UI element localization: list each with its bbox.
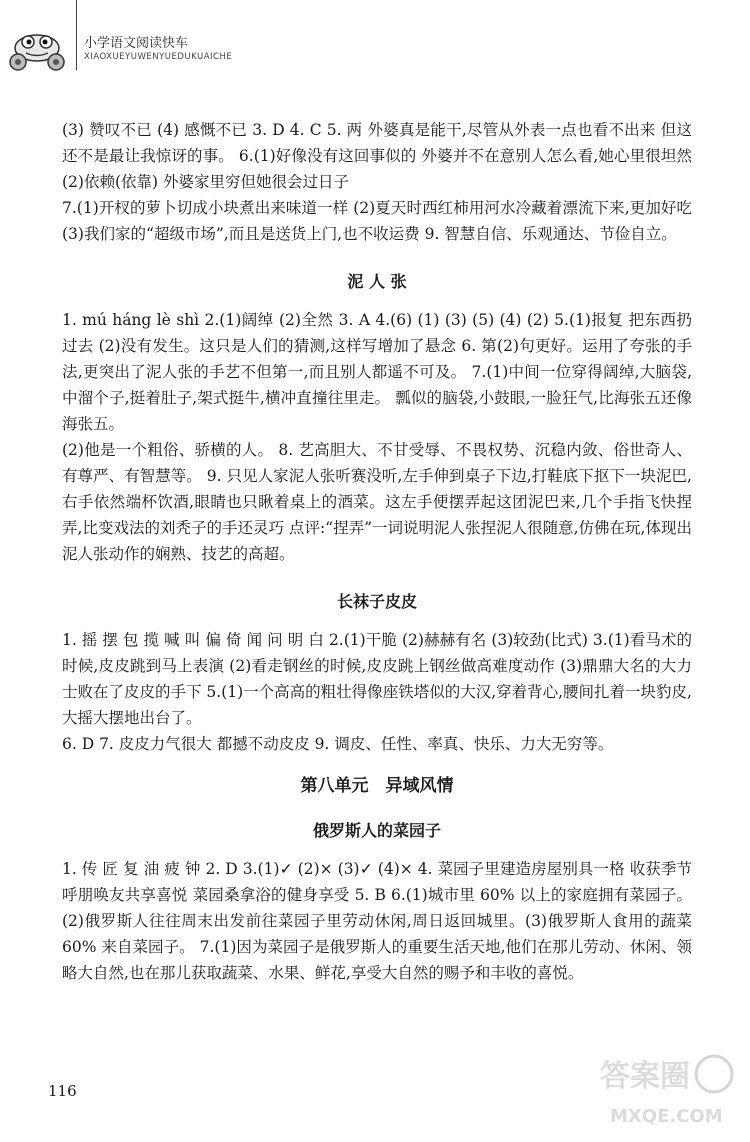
answer-content (62, 117, 692, 986)
page-number: 116 (48, 1082, 77, 1100)
section-title-russian-garden: 俄罗斯人的菜园子 (312, 821, 441, 840)
section-title-pippi: 长袜子皮皮 (336, 592, 417, 611)
answer-paragraph-5: 1. 摇 摆 包 揽 喊 叫 偏 倚 闻 问 明 白 2.(1)干脆 (2)赫赫有名 (3)较劲(比式) 3.(1)看马术的时候,皮皮跳到马上表演 (2)看走钢丝的时候,皮皮跳上钢丝做高难度动作 (3)鼎鼎大名的大力士败在了皮皮的手下 5.(1)一个高高的粗壮得像座铁塔似的大汉,穿着背心,腰间扎着一块豹皮,大摇大摆地出台了。 (62, 631, 692, 727)
watermark-logo (596, 1044, 736, 1134)
book-title-pinyin: XIAOXUEYUWENYUEDUKUAICHE (84, 52, 233, 62)
unit-title: 第八单元 异域风情 (300, 776, 454, 796)
answer-paragraph-6: 6. D 7. 皮皮力气很大 都撼不动皮皮 9. 调皮、任性、率真、快乐、力大无穷等。 (62, 735, 614, 753)
answer-paragraph-4: (2)他是一个粗俗、骄横的人。 8. 艺高胆大、不甘受辱、不畏权势、沉稳内敛、俗世奇人、有尊严、有智慧等。 9. 只见人家泥人张听赛没听,左手伸到桌子下边,打鞋底下抠下一块泥巴,右手依然端杯饮酒,眼睛也只瞅着桌上的酒菜。这左手便摆弄起这团泥巴来,几个手指飞快捏弄,比变戏法的刘秃子的手还灵巧 点评:“捏弄”一词说明泥人张捏泥人很随意,仿佛在玩,体现出泥人张动作的娴熟、技艺的高超。 (62, 441, 692, 563)
book-title: 小学语文阅读快车 (84, 36, 189, 51)
answer-paragraph-2: 7.(1)开杈的萝卜切成小块煮出来味道一样 (2)夏天时西红柿用河水冷藏着漂流下来,更加好吃 (3)我们家的“超级市场”,而且是送货上门,也不收运费 9. 智慧自信、乐观通达、节俭自立。 (62, 199, 692, 243)
section-title-ni-ren-zhang: 泥 人 张 (347, 272, 407, 291)
answer-paragraph-7: 1. 传 匠 复 油 疲 钟 2. D 3.(1)✓ (2)× (3)✓ (4)× 4. 菜园子里建造房屋别具一格 收获季节呼朋唤友共享喜悦 菜园桑拿浴的健身享受 5. B 6.(1)城市里 60% 以上的家庭拥有菜园子。(2)俄罗斯人往往周末出发前往菜园子里劳动休闲,周日返回城里。(3)俄罗斯人食用的蔬菜 60% 来自菜园子。 7.(1)因为菜园子是俄罗斯人的重要生活天地,他们在那儿劳动、休闲、领略大自然,也在那儿获取蔬菜、水果、鲜花,享受大自然的赐予和丰收的喜悦。 (62, 860, 692, 982)
toy-car-logo-icon (6, 20, 68, 72)
svg-text:答案圈: 答案圈 (600, 1059, 690, 1094)
answer-paragraph-3: 1. mú háng lè shì 2.(1)阔绰 (2)全然 3. A 4.(6) (1) (3) (5) (4) (2) 5.(1)报复 把东西扔过去 (2)没有发生。这只是人们的猜测,这样写增加了悬念 6. 第(2)句更好。运用了夸张的手法,更突出了泥人张的手艺不但第一,而且别人都遥不可及。 7.(1)中间一位穿得阔绰,大脑袋,中溜个子,挺着肚子,架式挺牛,横冲直撞往里走。 瓢似的脑袋,小鼓眼,一脸狂气,比海张五还像海张五。 (62, 311, 692, 433)
answer-paragraph-1: (3) 赞叹不已 (4) 感慨不已 3. D 4. C 5. 两 外婆真是能干,尽管从外表一点也看不出来 但这还不是最让我惊讶的事。 6.(1)好像没有这回事似的 外婆并不在意别人怎么看,她心里很坦然 (2)依赖(依靠) 外婆家里穷但她很会过日子 (62, 121, 692, 191)
page-header (0, 0, 750, 80)
svg-text:MXQE.COM: MXQE.COM (610, 1106, 723, 1127)
header-divider (76, 0, 77, 70)
